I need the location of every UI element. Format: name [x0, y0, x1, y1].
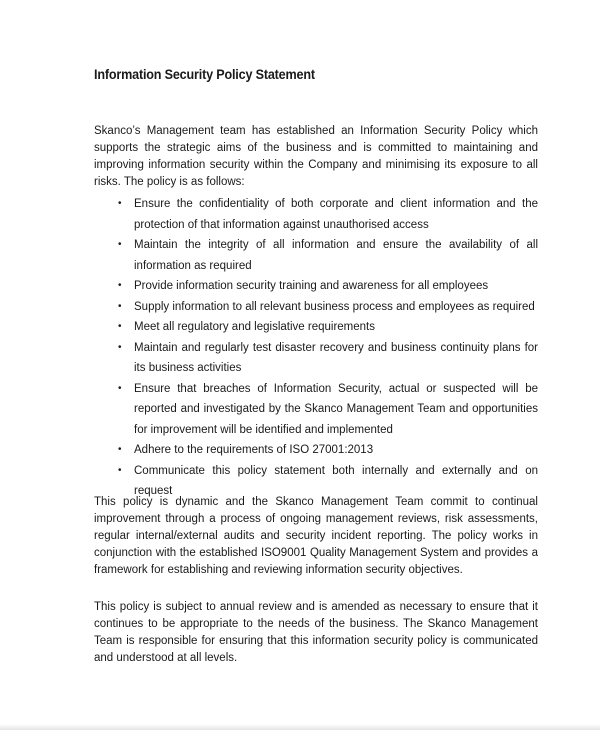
list-item [118, 440, 538, 461]
list-item-text: Ensure the confidentiality of both corporate and client information and the protection of that information against unauthorised access [134, 198, 538, 231]
bullet-icon: • [118, 300, 122, 312]
bullet-icon: • [118, 341, 122, 353]
bullet-icon: • [118, 464, 122, 476]
bullet-icon: • [118, 280, 122, 291]
list-item [118, 194, 538, 235]
intro-paragraph: Skanco’s Management team has established an Information Security Policy which supports the strategic aims of the business and is committed to maintaining and improving information security within the Company and minimising its exposure to all risks. The policy is as follows: [94, 125, 538, 188]
bullet-icon: • [118, 198, 122, 209]
list-item-text: Provide information security training and awareness for all employees [134, 280, 489, 292]
bullet-icon: • [118, 444, 122, 455]
list-item-text: Adhere to the requirements of ISO 27001:2013 [134, 444, 374, 456]
list-item-text: Maintain the integrity of all information and ensure the availability of all information as required [134, 239, 538, 272]
list-item-text: Ensure that breaches of Information Security, actual or suspected will be reported and investigated by the Skanco Management Team and opportunities for improvement will be identified and implemented [134, 382, 538, 436]
page-bottom-edge [0, 724, 600, 730]
list-item-text: Maintain and regularly test disaster recovery and business continuity plans for its business activities [134, 341, 538, 374]
page-title: Information Security Policy Statement [94, 66, 315, 82]
review-paragraph: This policy is subject to annual review and is amended as necessary to ensure that it continues to be appropriate to the needs of the business. The Skanco Management Team is responsible for ensuring that this information security policy is communicated and understood at all levels. [94, 601, 538, 664]
list-item [118, 235, 538, 276]
policy-bullet-list [118, 194, 538, 502]
list-item [118, 379, 538, 441]
list-item [118, 276, 538, 297]
dynamic-policy-paragraph: This policy is dynamic and the Skanco Management Team commit to continual improvement through a process of ongoing management reviews, risk assessments, regular internal/external audits and security incident reporting. The policy works in conjunction with the established ISO9001 Quality Management System and provides a framework for establishing and reviewing information security objectives. [94, 496, 538, 576]
list-item-text: Supply information to all relevant business process and employees as required [134, 300, 535, 313]
bullet-icon: • [118, 321, 122, 332]
list-item-text: Communicate this policy statement both internally and externally and on request [134, 464, 538, 497]
bullet-icon: • [118, 239, 122, 250]
list-item [118, 297, 538, 318]
list-item-text: Meet all regulatory and legislative requirements [134, 321, 375, 333]
list-item [118, 338, 538, 379]
bullet-icon: • [118, 382, 122, 394]
list-item [118, 317, 538, 338]
